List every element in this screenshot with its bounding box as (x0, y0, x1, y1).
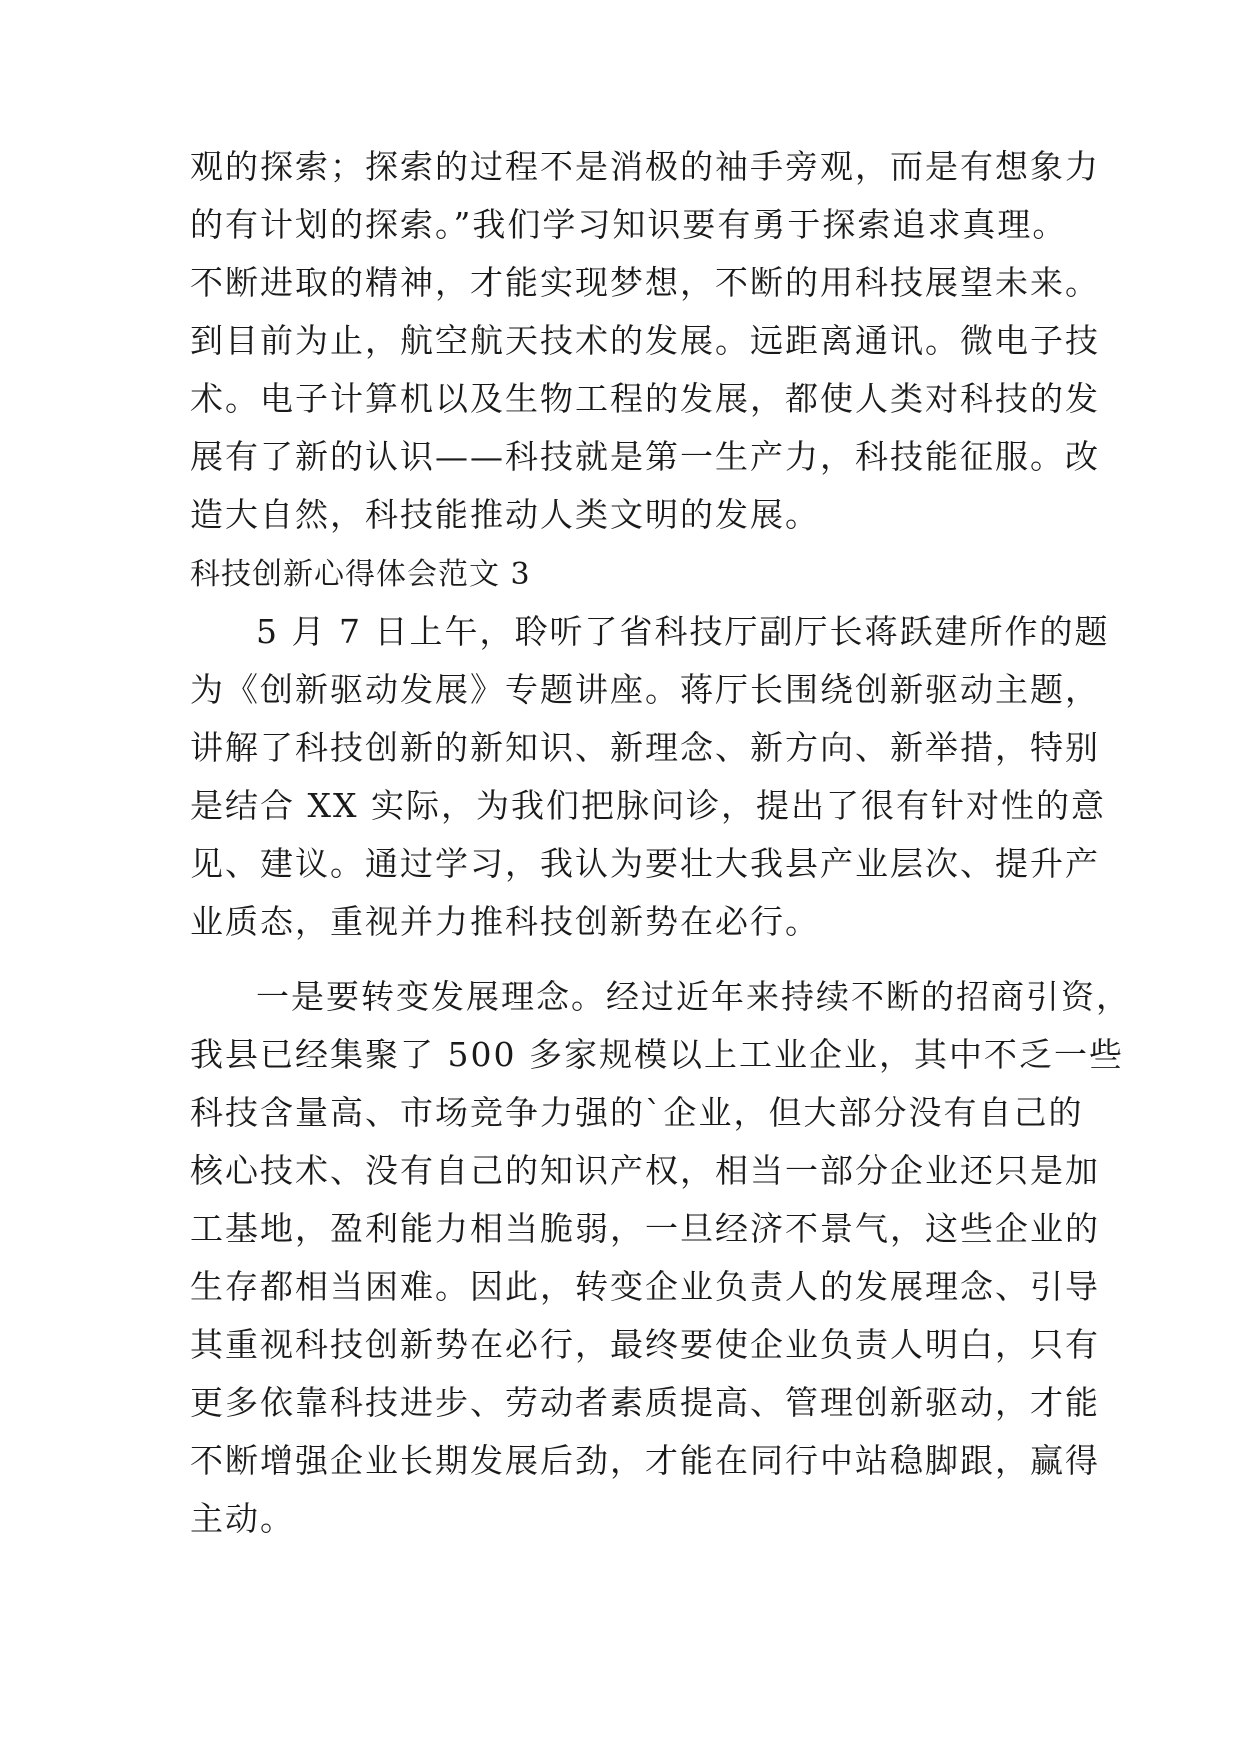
text-line: 观的探索；探索的过程不是消极的袖手旁观，而是有想象力 (190, 147, 1100, 186)
text-line: 我县已经集聚了 500 多家规模以上工业企业，其中不乏一些 (190, 1035, 1124, 1074)
text-line: 术。电子计算机以及生物工程的发展，都使人类对科技的发 (190, 379, 1100, 418)
text-line: 5 月 7 日上午，聆听了省科技厅副厅长蒋跃建所作的题 (256, 612, 1110, 651)
text-line: 一是要转变发展理念。经过近年来持续不断的招商引资， (256, 977, 1131, 1016)
text-line: 讲解了科技创新的新知识、新理念、新方向、新举措，特别 (190, 728, 1100, 767)
text-line: 不断进取的精神，才能实现梦想，不断的用科技展望未来。 (190, 263, 1100, 302)
text-line: 其重视科技创新势在必行，最终要使企业负责人明白，只有 (190, 1325, 1100, 1364)
text-line: 工基地，盈利能力相当脆弱，一旦经济不景气，这些企业的 (190, 1209, 1100, 1248)
text-line: 核心技术、没有自己的知识产权，相当一部分企业还只是加 (190, 1151, 1100, 1190)
text-line: 展有了新的认识——科技就是第一生产力，科技能征服。改 (190, 437, 1100, 476)
text-line: 业质态，重视并力推科技创新势在必行。 (190, 902, 820, 941)
text-line: 不断增强企业长期发展后劲，才能在同行中站稳脚跟，赢得 (190, 1441, 1100, 1480)
text-line: 见、建议。通过学习，我认为要壮大我县产业层次、提升产 (190, 844, 1100, 883)
text-line: 到目前为止，航空航天技术的发展。远距离通讯。微电子技 (190, 321, 1100, 360)
text-line: 主动。 (190, 1499, 295, 1538)
text-line: 造大自然，科技能推动人类文明的发展。 (190, 495, 820, 534)
text-line: 为《创新驱动发展》专题讲座。蒋厅长围绕创新驱动主题， (190, 670, 1100, 709)
text-line: 生存都相当困难。因此，转变企业负责人的发展理念、引导 (190, 1267, 1100, 1306)
text-line: 科技含量高、市场竞争力强的`企业，但大部分没有自己的 (190, 1093, 1084, 1132)
text-line: 更多依靠科技进步、劳动者素质提高、管理创新驱动，才能 (190, 1383, 1100, 1422)
text-line: 的有计划的探索。”我们学习知识要有勇于探索追求真理。 (190, 205, 1068, 244)
section-heading: 科技创新心得体会范文 3 (190, 557, 531, 592)
text-line: 是结合 XX 实际，为我们把脉问诊，提出了很有针对性的意 (190, 786, 1106, 825)
